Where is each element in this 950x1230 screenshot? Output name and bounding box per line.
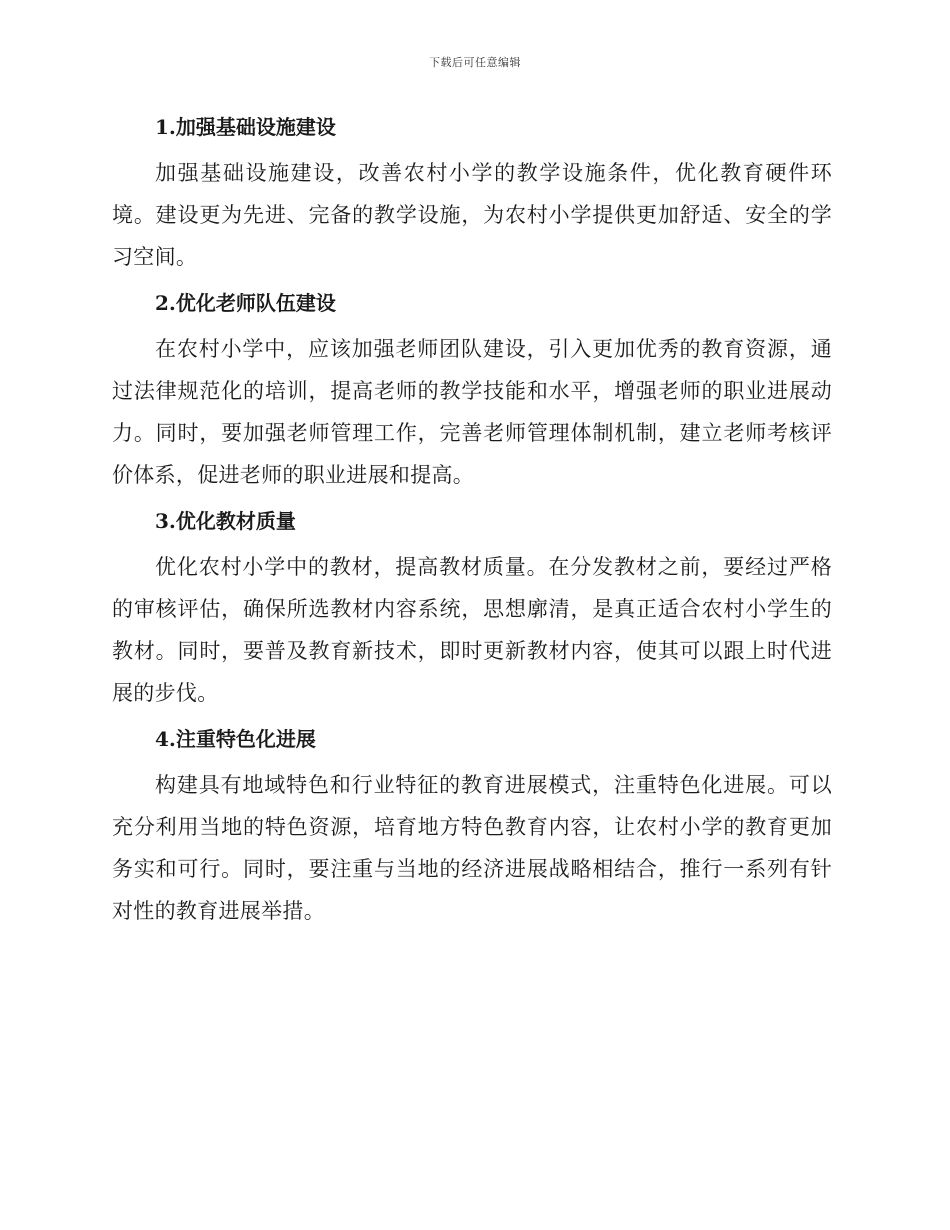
section-heading-3: 3.优化教材质量 bbox=[155, 509, 296, 533]
document-body bbox=[112, 108, 832, 938]
section-heading-1: 1.加强基础设施建设 bbox=[155, 115, 336, 139]
section-paragraph-2: 在农村小学中，应该加强老师团队建设，引入更加优秀的教育资源，通过法律规范化的培训，提高老师的教学技能和水平，增强老师的职业进展动力。同时，要加强老师管理工作，完善老师管理体制机制，建立老师考核评价体系，促进老师的职业进展和提高。 bbox=[112, 337, 832, 487]
section-heading-2: 2.优化老师队伍建设 bbox=[155, 291, 336, 315]
section-paragraph-3: 优化农村小学中的教材，提高教材质量。在分发教材之前，要经过严格的审核评估，确保所选教材内容系统，思想廓清，是真正适合农村小学生的教材。同时，要普及教育新技术，即时更新教材内容，使其可以跟上时代进展的步伐。 bbox=[112, 555, 832, 705]
section-paragraph-4: 构建具有地域特色和行业特征的教育进展模式，注重特色化进展。可以充分利用当地的特色资源，培育地方特色教育内容，让农村小学的教育更加务实和可行。同时，要注重与当地的经济进展战略相结合，推行一系列有针对性的教育进展举措。 bbox=[112, 773, 832, 923]
section-paragraph-1: 加强基础设施建设，改善农村小学的教学设施条件，优化教育硬件环境。建设更为先进、完备的教学设施，为农村小学提供更加舒适、安全的学习空间。 bbox=[112, 161, 832, 269]
section-heading-4: 4.注重特色化进展 bbox=[155, 727, 316, 751]
page-header: 下载后可任意编辑 bbox=[429, 56, 521, 69]
